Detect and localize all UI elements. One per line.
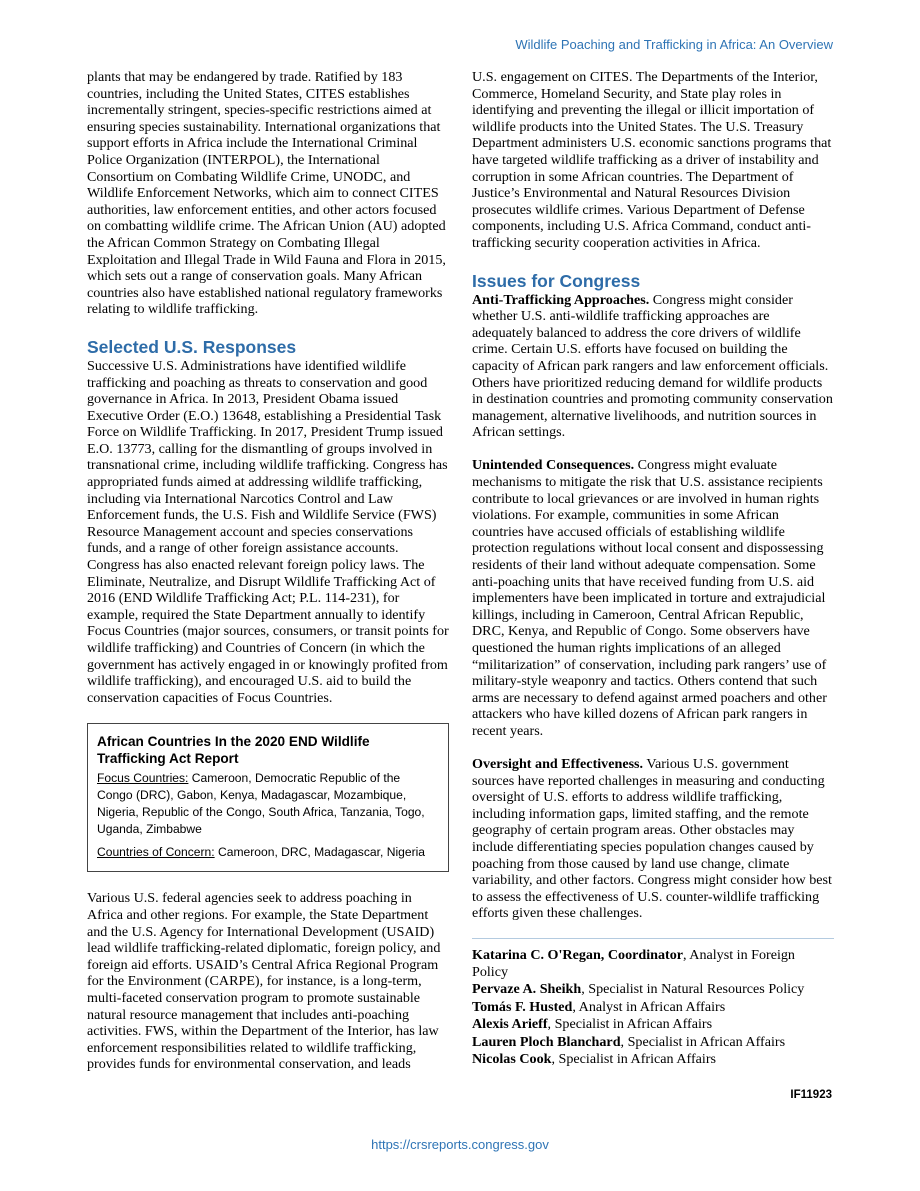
focus-countries: [97, 770, 439, 838]
author-list: [472, 947, 834, 1068]
countries-of-concern: [97, 844, 439, 861]
countries-of-concern-list: Cameroon, DRC, Madagascar, Nigeria: [214, 845, 426, 860]
running-header-title: Wildlife Poaching and Trafficking in Africa: An Overview: [515, 37, 833, 52]
author-title: , Specialist in African Affairs: [547, 1016, 713, 1033]
section-heading-us-responses: Selected U.S. Responses: [87, 336, 297, 357]
section-heading-issues-for-congress: Issues for Congress: [472, 270, 641, 291]
author-entry: [472, 999, 834, 1016]
countries-of-concern-label: Countries of Concern:: [97, 845, 215, 860]
author-title: , Specialist in African Affairs: [620, 1033, 786, 1050]
body-paragraph: Successive U.S. Administrations have identified wildlife trafficking and poaching as threats to conservation and good governance in Africa. In 2013, President Obama issued Executive Order (E.O.) 13648, establishing a Presidential Task Force on Wildlife Trafficking. In 2017, President Trump issued E.O. 13773, calling for the dismantling of groups involved in transnational crime, including wildlife trafficking. Congress has appropriated funds aimed at addressing wildlife trafficking, including via International Narcotics Control and Law Enforcement funds, the U.S. Fish and Wildlife Service (FWS) Resource Management account and species conservations funds, and a range of other foreign assistance accounts. Congress has also enacted relevant foreign policy laws. The Eliminate, Neutralize, and Disrupt Wildlife Trafficking Act of 2016 (END Wildlife Trafficking Act; P.L. 114-231), for example, required the State Department annually to identify Focus Countries (major sources, consumers, or transit points for wildlife trafficking) and Countries of Concern (in which the government has actively engaged in or knowingly profited from wildlife trafficking), and encouraged U.S. aid to build the conservation capacities of Focus Countries.: [87, 357, 449, 706]
sidebar-box: [87, 723, 449, 872]
body-paragraph: U.S. engagement on CITES. The Departments of the Interior, Commerce, Homeland Security, and State play roles in identifying and preventing the illegal or illicit importation of wildlife products into the United States. The U.S. Treasury Department administers U.S. economic sanctions programs that have targeted wildlife trafficking as a driver of instability and corruption in some African countries. The Department of Justice’s Environmental and Natural Resources Division prosecutes wildlife crimes. Various Department of Defense components, including U.S. Africa Command, conduct anti-trafficking security cooperation activities in Africa.: [472, 69, 832, 251]
issue-lead: Anti-Trafficking Approaches.: [472, 291, 650, 308]
author-title: , Specialist in Natural Resources Policy: [581, 981, 805, 998]
right-column: [472, 69, 834, 1069]
focus-countries-list: Cameroon, Democratic Republic of the Congo (DRC), Gabon, Kenya, Madagascar, Mozambique, Nigeria, Republic of the Congo, South Africa, Tanzania, Togo, Uganda, Zimbabwe: [97, 771, 425, 837]
left-column: [87, 69, 449, 1073]
body-paragraph: Various U.S. federal agencies seek to address poaching in Africa and other regions. For example, the State Department and the U.S. Agency for International Development (USAID) lead wildlife trafficking-related diplomatic, foreign policy, and foreign aid efforts. USAID’s Central Africa Regional Program for the Environment (CARPE), for instance, is a long-term, multi-faceted conservation program to promote sustainable natural resource management that includes anti-poaching activities. FWS, within the Department of the Interior, has law enforcement responsibilities related to wildlife trafficking, provides funds for environmental conservation, and leads: [87, 890, 441, 1073]
author-title: , Analyst in Foreign Policy: [472, 946, 795, 980]
issue-text: Various U.S. government sources have reported challenges in measuring and conducting oversight of U.S. efforts to address wildlife trafficking, including information gaps, limited staffing, and the remote geography of certain program areas. Other obstacles may include differentiating species population changes caused by poaching from those caused by land use change, climate variability, and other factors. Congress might consider how best to assess the effectiveness of U.S. counter-wildlife trafficking efforts given these challenges.: [472, 755, 832, 922]
document-id: IF11923: [790, 1089, 832, 1101]
author-entry: [472, 947, 834, 980]
author-entry: [472, 1034, 834, 1051]
footer-url-link[interactable]: https://crsreports.congress.gov: [371, 1137, 549, 1152]
author-name: Lauren Ploch Blanchard: [472, 1033, 621, 1050]
author-name: Katarina C. O'Regan, Coordinator: [472, 946, 684, 963]
author-name: Tomás F. Husted: [472, 998, 573, 1015]
author-entry: [472, 981, 834, 998]
issue-text: Congress might consider whether U.S. anti-wildlife trafficking approaches are adequately balanced to address the core drivers of wildlife crime. Certain U.S. efforts have focused on building the capacity of African park rangers and law enforcement officials. Others have prioritized reducing demand for wildlife products in destination countries and promoting community conservation management, alternative livelihoods, and nutrition sources in African settings.: [472, 291, 833, 441]
issue-text: Congress might evaluate mechanisms to mitigate the risk that U.S. assistance recipients contribute to local grievances or are involved in human rights violations. For example, communities in some African countries have accused officials of establishing wildlife protection regulations without local consent and dispossessing residents of their land without adequate compensation. Some anti-poaching units that have received funding from U.S. aid implementers have been implicated in torture and extrajudicial killings, including in Cameroon, Central African Republic, DRC, Kenya, and Republic of Congo. Some observers have questioned the human rights implications of an alleged “militarization” of conservation, including park rangers’ use of military-style weaponry and tactics. Others contend that such arms are necessary to defend against armed poachers and other attackers who have killed dozens of African park rangers in recent years.: [472, 457, 827, 739]
author-entry: [472, 1051, 834, 1068]
author-entry: [472, 1016, 834, 1033]
body-paragraph: plants that may be endangered by trade. Ratified by 183 countries, including the United States, CITES establishes incrementally stringent, species-specific restrictions aimed at ensuring species sustainability. International organizations that support efforts in Africa include the International Criminal Police Organization (INTERPOL), the International Consortium on Combating Wildlife Crime, UNODC, and Wildlife Enforcement Networks, which aim to connect CITES authorities, law enforcement entities, and other actors focused on combatting wildlife crime. The African Union (AU) adopted the African Common Strategy on Combating Illegal Exploitation and Illegal Trade in Wild Fauna and Flora in 2015, which sets out a range of conservation goals. Many African countries also have established national regulatory frameworks relating to wildlife trafficking.: [87, 69, 446, 318]
sidebar-title: African Countries In the 2020 END Wildlife Trafficking Act Report: [97, 734, 370, 767]
issue-lead: Unintended Consequences.: [472, 457, 635, 474]
issue-lead: Oversight and Effectiveness.: [472, 755, 644, 772]
author-name: Nicolas Cook: [472, 1051, 552, 1068]
author-name: Alexis Arieff: [472, 1016, 548, 1033]
issue-paragraph: [472, 457, 834, 739]
focus-countries-label: Focus Countries:: [97, 771, 189, 786]
author-title: , Specialist in African Affairs: [551, 1051, 717, 1068]
issue-paragraph: [472, 756, 834, 922]
author-title: , Analyst in African Affairs: [572, 998, 726, 1015]
authors-divider: [472, 938, 834, 939]
author-name: Pervaze A. Sheikh: [472, 981, 582, 998]
issue-paragraph: [472, 292, 834, 441]
